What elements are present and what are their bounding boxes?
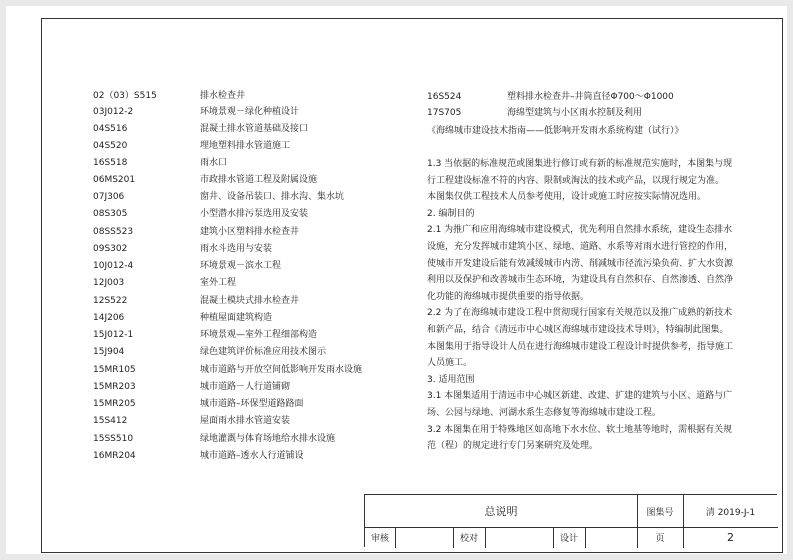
atlas-number: 清 2019-J-1 xyxy=(705,507,756,518)
standard-title: 建筑小区塑料排水检查井 xyxy=(200,227,300,237)
text-line: 和新产品，结合《清远市中心城区海绵城市建设技术导则》，特编制此图集。 xyxy=(427,324,729,335)
text-line: 化功能的海绵城市提供重要的指导依据。 xyxy=(427,291,590,302)
standard-code: 15MR205 xyxy=(93,399,136,409)
text-line: 1.3 当依据的标准规范或图集进行修订或有新的标准规范实施时，本图集与现 xyxy=(427,159,733,169)
title-block-divider xyxy=(485,527,486,548)
text-line: 人员施工。 xyxy=(427,358,473,369)
standard-title: 城市道路－人行道铺砌 xyxy=(200,382,291,392)
text-line: 本图集用于指导设计人员在进行海绵城市建设工程设计时提供参考，指导施工 xyxy=(427,341,734,352)
standard-title: 海绵型建筑与小区雨水控制及利用 xyxy=(507,108,643,118)
standard-title: 城市道路–透水人行道铺设 xyxy=(200,451,304,461)
standard-title: 混凝土排水管道基础及接口 xyxy=(200,123,309,134)
standard-row xyxy=(93,206,393,222)
text-line: 利用以及保护和改善城市生态环境，为建设具有自然积存、自然渗透、自然净 xyxy=(427,275,734,286)
standard-code: 15MR105 xyxy=(93,365,136,375)
standard-code: 07J306 xyxy=(93,192,125,202)
standard-code: 14J206 xyxy=(93,313,125,323)
standard-code: 15MR203 xyxy=(93,382,136,392)
standard-title: 塑料排水检查井–井筒直径Φ700～Φ1000 xyxy=(507,92,674,102)
standard-row xyxy=(93,344,393,360)
standard-row xyxy=(93,431,393,447)
standard-code: 08S305 xyxy=(93,209,128,219)
standard-row xyxy=(93,293,393,309)
standard-title: 小型潜水排污泵选用及安装 xyxy=(200,209,309,219)
standard-code: 04S516 xyxy=(93,123,128,134)
text-line: 2.2 为了在海绵城市建设工程中贯彻现行国家有关规范以及推广成熟的新技术 xyxy=(427,308,733,319)
text-line: 行工程建设标准不符的内容、限制或淘汰的技术或产品，以现行规定为准。 xyxy=(427,175,725,186)
standard-title: 雨水斗选用与安装 xyxy=(200,244,273,254)
text-line: 使城市开发建设后能有效减缓城市内涝、削减城市径流污染负荷、扩大水资源 xyxy=(427,258,734,269)
standard-row xyxy=(93,258,393,274)
title-block-divider xyxy=(585,527,586,548)
standard-row xyxy=(93,155,393,171)
standard-row xyxy=(93,379,393,395)
text-line: 场、公园与绿地、河湖水系生态修复等海绵城市建设工程。 xyxy=(427,407,662,418)
standard-code: 10J012-4 xyxy=(93,261,134,271)
standard-code: 16MR204 xyxy=(93,451,136,461)
title-block-divider xyxy=(395,527,396,548)
text-line: 本图集仅供工程技术人员参考使用，设计或施工时应按实际情况选用。 xyxy=(427,192,707,203)
section-heading: 3. 适用范围 xyxy=(427,374,475,385)
standard-code: 12S522 xyxy=(93,296,128,306)
standard-title: 市政排水管道工程及附属设施 xyxy=(200,175,318,185)
standard-title: 环境景观－绿化种植设计 xyxy=(200,106,300,117)
text-line: 3.1 本图集适用于清远市中心城区新建、改建、扩建的建筑与小区、道路与广 xyxy=(427,391,733,402)
text-line: 3.2 本图集在用于特殊地区如高地下水水位、软土地基等地时，需根据有关规 xyxy=(427,424,733,435)
standard-title: 城市道路–环保型道路路面 xyxy=(200,399,304,409)
standard-row xyxy=(93,362,393,378)
standard-code: 15S412 xyxy=(93,416,128,426)
standard-row xyxy=(93,172,393,188)
standard-title: 城市道路与开放空间低影响开发雨水设施 xyxy=(200,365,363,375)
standard-row xyxy=(93,275,393,291)
standard-code: 08SS523 xyxy=(93,227,134,237)
standard-title: 雨水口 xyxy=(200,158,228,168)
standard-title: 屋面雨水排水管道安装 xyxy=(200,416,291,426)
standard-row xyxy=(93,241,393,257)
standard-row xyxy=(93,138,393,154)
standard-title: 埋地塑料排水管道施工 xyxy=(200,140,291,151)
section-heading: 2. 编制目的 xyxy=(427,208,475,219)
standard-row xyxy=(93,448,393,464)
atlas-label: 图集号 xyxy=(646,507,674,518)
standard-code: 16S524 xyxy=(427,92,462,102)
standard-code: 09S302 xyxy=(93,244,128,254)
standard-title: 混凝土模块式排水检查井 xyxy=(200,296,300,306)
standard-title: 环境景观—室外工程细部构造 xyxy=(200,330,318,340)
page-label: 页 xyxy=(655,534,665,544)
standard-title: 绿色建筑评价标准应用技术图示 xyxy=(200,347,327,357)
standard-code: 15SS510 xyxy=(93,434,134,444)
paragraph-1-3 xyxy=(427,156,749,455)
standard-title: 环境景观－滨水工程 xyxy=(200,261,282,271)
standard-code: 04S520 xyxy=(93,140,128,151)
text-line: 设施，充分发挥城市建筑小区、绿地、道路、水系等对雨水进行管控的作用， xyxy=(427,241,734,252)
drawing-title: 总说明 xyxy=(484,505,518,518)
standard-code: 12J003 xyxy=(93,278,125,288)
design-label: 设计 xyxy=(559,534,578,544)
check-label: 校对 xyxy=(459,534,478,544)
standard-row xyxy=(93,121,393,137)
standard-row xyxy=(93,189,393,205)
standard-code: 15J012-1 xyxy=(93,330,134,340)
standard-row xyxy=(93,88,393,104)
standard-code: 06MS201 xyxy=(93,175,136,185)
standard-code: 17S705 xyxy=(427,108,462,118)
standard-title: 室外工程 xyxy=(200,278,237,288)
standard-title: 窗井、设备吊装口、排水沟、集水坑 xyxy=(200,192,345,202)
standard-row xyxy=(93,104,393,120)
standard-row xyxy=(93,224,393,240)
standard-row xyxy=(93,327,393,343)
standard-title: 绿地灌溉与体育场地给水排水设施 xyxy=(200,434,336,444)
text-line: 范（程）的规定进行专门另案研究及处理。 xyxy=(427,441,599,452)
standard-code: 15J904 xyxy=(93,347,125,357)
standard-title: 种植屋面建筑构造 xyxy=(200,313,273,323)
standard-row xyxy=(93,396,393,412)
text-line: 2.1 为推广和应用海绵城市建设模式，优先利用自然排水系统，建设生态排水 xyxy=(427,225,733,236)
review-label: 审核 xyxy=(370,534,389,544)
page-number: 2 xyxy=(727,531,734,544)
standard-code: 16S518 xyxy=(93,158,128,168)
standard-code: 03J012-2 xyxy=(93,106,134,117)
standard-row xyxy=(93,310,393,326)
title-block xyxy=(364,494,777,547)
standard-code: 02（03）S515 xyxy=(93,91,157,101)
guide-reference: 《海绵城市建设技术指南——低影响开发雨水系统构建（试行）》 xyxy=(427,126,684,136)
standard-title: 排水检查井 xyxy=(200,91,246,101)
standard-row xyxy=(93,413,393,429)
